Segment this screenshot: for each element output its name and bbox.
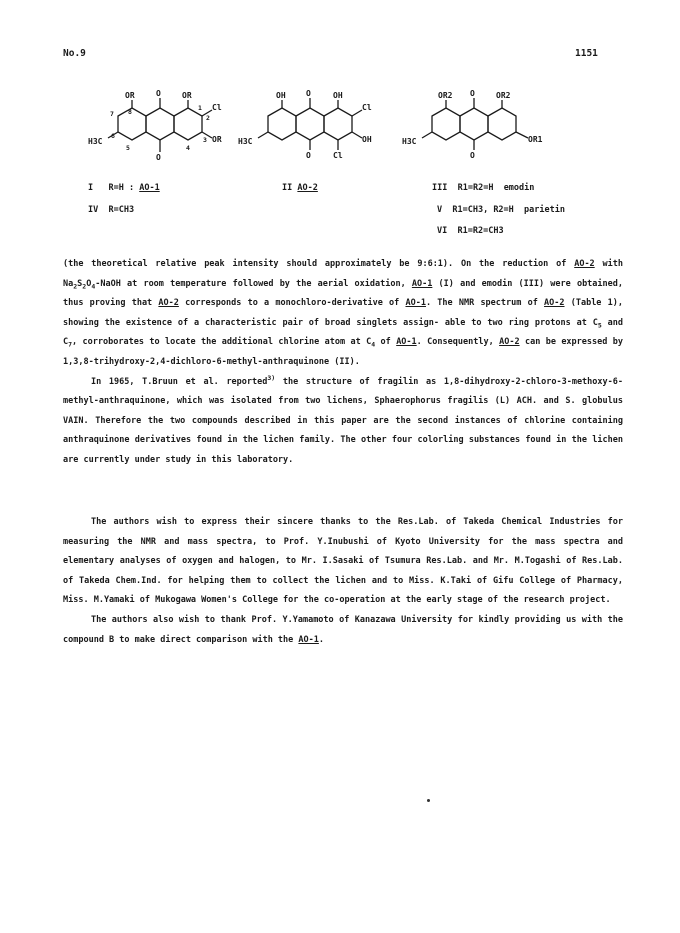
s1-atom-o-bottom: O — [156, 153, 161, 162]
ref-ao2: AO-2 — [574, 259, 595, 269]
s3-atom-o-bottom: O — [470, 151, 475, 160]
s1-r-ch3: R=CH3 — [108, 205, 135, 215]
s2-atom-oh-right: OH — [333, 91, 343, 100]
paragraph-1: (the theoretical relative peak intensity should approximately be 9:6:1). On the reduction of AO-2 with $Na_2S_2O_4$-NaOH at room temperature followed by the aerial oxidation, AO-1 (I) and emodin (III) were obtained, thus proving that AO-2 corresponds to a monochloro-derivative of AO-1. The NMR spectrum of AO-2 (Table 1), showing the existence of a characteristic pair of broad singlets assign- able to two ring protons at $C_5$ and $C_7$, corroborates to locate the additional chlorine atom at $C_4$ of AO-1. Consequently, AO-2 can be expressed by 1,3,8-trihydroxy-2,4-dichloro-6-methyl-anthraquinone (II). — [63, 259, 624, 367]
s3-label-row1 — [432, 183, 534, 193]
paragraph-4: The authors also wish to thank Prof. Y.Yamamoto of Kanazawa University for kindly providing us with the compound B to make direct comparison with the AO-1. — [63, 614, 623, 645]
ref-ao1: AO-1 — [405, 298, 426, 309]
s1-roman-iv: IV — [88, 205, 99, 215]
s2-atom-o-bottom: O — [306, 151, 311, 160]
s2-code-ao2: AO-2 — [297, 183, 318, 193]
s1-atom-or-right: OR — [182, 91, 192, 100]
speck — [427, 799, 430, 802]
s1-num-8: 8 — [128, 108, 132, 116]
ref-ao1: AO-1 — [298, 634, 319, 645]
s1-atom-o-top: O — [156, 89, 161, 98]
s1-num-3: 3 — [203, 136, 207, 144]
s3-atom-o-top: O — [470, 89, 475, 98]
s3-atom-h3c: H3C — [402, 137, 417, 146]
ref-ao2: AO-2 — [544, 298, 565, 309]
s3-label-row3 — [437, 226, 504, 236]
structure-2 — [258, 98, 362, 150]
s3-roman-vi: VI — [437, 226, 448, 236]
acknowledgements — [63, 513, 623, 650]
body-paragraphs — [63, 255, 623, 471]
s1-atom-or-left: OR — [125, 91, 135, 100]
s2-atom-cl-bottom: Cl — [333, 151, 343, 160]
s3-atom-or2-right: OR2 — [496, 91, 511, 100]
s3-name-parietin: parietin — [524, 205, 565, 215]
s3-r-def-v: R1=CH3, R2=H — [452, 205, 514, 215]
s3-r-def-iii: R1=R2=H — [457, 183, 494, 193]
structure-1 — [108, 98, 212, 152]
s1-num-5: 5 — [126, 144, 130, 152]
s3-label-row2 — [437, 205, 565, 215]
s3-roman-iii: III — [432, 183, 448, 193]
s1-label-row1 — [88, 183, 160, 193]
s2-label — [282, 183, 318, 193]
s2-atom-oh-left: OH — [276, 91, 286, 100]
s1-num-1: 1 — [198, 104, 202, 112]
ref-ao2: AO-2 — [158, 298, 179, 309]
s1-num-6: 6 — [111, 132, 115, 140]
s3-atom-or2-left: OR2 — [438, 91, 453, 100]
s1-label-row2 — [88, 205, 134, 215]
s3-atom-or1: OR1 — [528, 135, 543, 144]
s1-num-4: 4 — [186, 144, 190, 152]
ref-ao1: AO-1 — [411, 278, 433, 289]
citation-3: 3) — [267, 373, 276, 382]
s2-atom-oh-bottom: OH — [362, 135, 372, 144]
s2-atom-h3c: H3C — [238, 137, 253, 146]
s3-r-def-vi: R1=R2=CH3 — [457, 226, 504, 236]
s1-roman-i: I — [88, 183, 94, 193]
s2-atom-cl-top: Cl — [362, 103, 372, 112]
s3-roman-v: V — [437, 205, 443, 215]
page-number: 1151 — [575, 48, 598, 59]
s1-num-2: 2 — [206, 114, 210, 122]
s2-roman-ii: II — [282, 183, 293, 193]
ref-ao1: AO-1 — [396, 337, 417, 348]
ref-ao2: AO-2 — [499, 337, 520, 348]
paragraph-2: In 1965, T.Bruun et al. reported$^{3)}$ the structure of fragilin as 1,8-dihydroxy-2-chloro-3-methoxy-6-methyl-anthraquinone, which was isolated from two lichens, Sphaerophorus fragilis (L) ACH. and S. globulus VAIN. Therefore the two compounds described in this paper are the second instances of chlorine containing anthraquinone derivatives found in the lichen family. The other four colorling substances found in the lichen are currently under study in this laboratory. — [63, 373, 623, 465]
paragraph-3: The authors wish to express their sincere thanks to the Res.Lab. of Takeda Chemical Industries for measuring the NMR and mass spectra, to Prof. Y.Inubushi of Kyoto University for the mass spectra and elementary analyses of oxygen and halogen, to Mr. I.Sasaki of Tsumura Res.Lab. and Mr. M.Togashi of Res.Lab. of Takeda Chem.Ind. for helping them to collect the lichen and to Miss. K.Taki of Gifu College of Pharmacy, Miss. M.Yamaki of Mukogawa Women's College for the co-operation at the early stage of the research project. — [63, 517, 623, 606]
s1-colon: : — [128, 183, 135, 193]
s1-num-7: 7 — [110, 110, 114, 118]
s1-atom-h3c: H3C — [88, 137, 103, 146]
s2-atom-o-top: O — [306, 89, 311, 98]
structure-3 — [422, 98, 528, 150]
s1-r-h: R=H — [108, 183, 124, 193]
s3-name-emodin: emodin — [503, 183, 535, 193]
issue-number: No.9 — [63, 48, 86, 59]
s1-atom-cl: Cl — [212, 103, 222, 112]
s1-code-ao1: AO-1 — [139, 183, 160, 193]
s1-atom-or-bottom: OR — [212, 135, 222, 144]
chemical-structures — [0, 80, 680, 180]
